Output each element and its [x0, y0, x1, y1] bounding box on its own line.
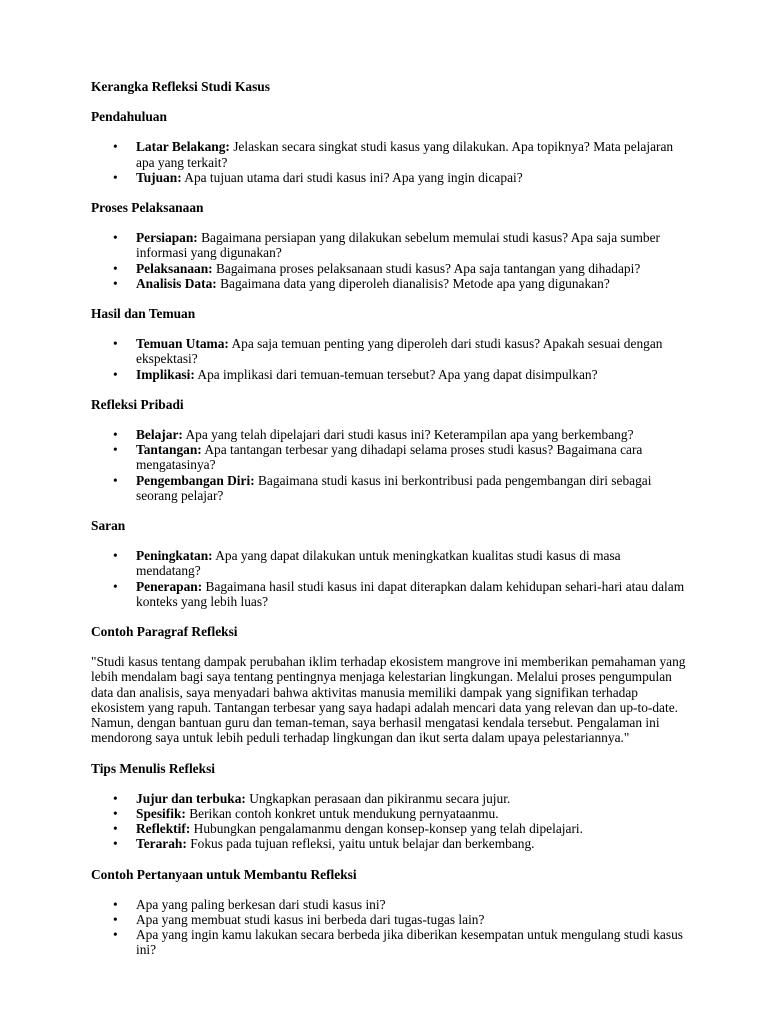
list-item — [91, 791, 687, 806]
list-pendahuluan — [91, 139, 687, 185]
list-proses — [91, 230, 687, 291]
item-text: Apa tujuan utama dari studi kasus ini? Apa yang ingin dicapai? — [181, 169, 523, 185]
section-heading-saran: Saran — [91, 518, 126, 534]
list-item — [91, 442, 687, 472]
list-tips — [91, 791, 687, 852]
item-text: Bagaimana studi kasus ini berkontribusi pada pengembangan diri sebagai seorang pelajar? — [136, 472, 652, 503]
item-term: Analisis Data: — [136, 275, 217, 291]
list-item — [91, 367, 687, 382]
item-term: Jujur dan terbuka: — [136, 790, 246, 806]
list-item — [91, 836, 687, 851]
item-text: Ungkapkan perasaan dan pikiranmu secara jujur. — [245, 790, 511, 806]
section-heading-pendahuluan: Pendahuluan — [91, 109, 167, 125]
item-term: Temuan Utama: — [136, 336, 229, 352]
list-item — [91, 473, 687, 503]
item-text: Apa implikasi dari temuan-temuan tersebut? Apa yang dapat disimpulkan? — [194, 366, 598, 382]
list-item — [91, 336, 687, 366]
section-heading-hasil: Hasil dan Temuan — [91, 306, 196, 322]
item-term: Latar Belakang: — [136, 139, 230, 155]
item-text: Berikan contoh konkret untuk mendukung pernyataanmu. — [185, 805, 499, 821]
section-heading-contoh-pertanyaan: Contoh Pertanyaan untuk Membantu Refleksi — [91, 866, 357, 882]
item-text: Apa tantangan terbesar yang dihadapi selama proses studi kasus? Bagaimana cara mengatasinya? — [136, 442, 643, 473]
item-term: Terarah: — [136, 836, 187, 852]
item-term: Pengembangan Diri: — [136, 472, 255, 488]
item-text: Bagaimana persiapan yang dilakukan sebelum memulai studi kasus? Apa saja sumber informasi yang digunakan? — [136, 230, 660, 261]
list-refleksi-pribadi — [91, 427, 687, 503]
list-item — [91, 821, 687, 836]
list-item — [91, 170, 687, 185]
item-term: Persiapan: — [136, 230, 198, 246]
section-heading-tips: Tips Menulis Refleksi — [91, 760, 216, 776]
item-text: Bagaimana hasil studi kasus ini dapat diterapkan dalam kehidupan sehari-hari atau dalam konteks yang lebih luas? — [136, 578, 685, 609]
list-hasil — [91, 336, 687, 382]
list-item — [91, 261, 687, 276]
list-saran — [91, 548, 687, 609]
item-text: Apa saja temuan penting yang diperoleh dari studi kasus? Apakah sesuai dengan ekspektasi? — [136, 336, 663, 367]
item-term: Penerapan: — [136, 578, 203, 594]
list-item — [91, 806, 687, 821]
item-term: Belajar: — [136, 427, 183, 443]
item-term: Spesifik: — [136, 805, 186, 821]
item-text: Hubungkan pengalamanmu dengan konsep-konsep yang telah dipelajari. — [190, 821, 583, 837]
item-term: Tantangan: — [136, 442, 202, 458]
section-heading-contoh-paragraf: Contoh Paragraf Refleksi — [91, 624, 238, 640]
item-text: Fokus pada tujuan refleksi, yaitu untuk belajar dan berkembang. — [186, 836, 535, 852]
item-term: Tujuan: — [136, 169, 182, 185]
item-term: Reflektif: — [136, 821, 191, 837]
document-body — [91, 79, 687, 973]
item-text: Bagaimana proses pelaksanaan studi kasus? Apa saja tantangan yang dihadapi? — [212, 260, 641, 276]
list-item: • Apa yang ingin kamu lakukan secara berbeda jika diberikan kesempatan untuk mengulang studi kasus ini? — [91, 927, 687, 957]
list-item: • Apa yang membuat studi kasus ini berbeda dari tugas-tugas lain? — [91, 912, 687, 927]
list-item — [91, 230, 687, 260]
item-text: Bagaimana data yang diperoleh dianalisis? Metode apa yang digunakan? — [216, 275, 610, 291]
list-item — [91, 548, 687, 578]
list-pertanyaan — [91, 897, 687, 958]
item-text: Jelaskan secara singkat studi kasus yang dilakukan. Apa topiknya? Mata pelajaran apa yang terkait? — [136, 139, 674, 170]
list-item: • Apa yang paling berkesan dari studi kasus ini? — [91, 897, 687, 912]
list-item — [91, 427, 687, 442]
list-item — [91, 139, 687, 169]
section-heading-refleksi-pribadi: Refleksi Pribadi — [91, 396, 184, 412]
item-term: Peningkatan: — [136, 548, 213, 564]
item-text: Apa yang dapat dilakukan untuk meningkatkan kualitas studi kasus di masa mendatang? — [136, 548, 621, 579]
item-term: Implikasi: — [136, 366, 195, 382]
section-heading-proses: Proses Pelaksanaan — [91, 200, 204, 216]
list-item — [91, 579, 687, 609]
item-term: Pelaksanaan: — [136, 260, 213, 276]
list-item — [91, 276, 687, 291]
document-title: Kerangka Refleksi Studi Kasus — [91, 79, 270, 94]
example-paragraph: "Studi kasus tentang dampak perubahan iklim terhadap ekosistem mangrove ini memberikan pemahaman yang lebih mendalam bagi saya tentang pentingnya menjaga kelestarian lingkungan. Melalui proses pengumpulan data dan analisis, saya menyadari bahwa aktivitas manusia memiliki dampak yang signifikan terhadap ekosistem yang rapuh. Tantangan terbesar yang saya hadapi adalah mencari data yang relevan dan up-to-date. Namun, dengan bantuan guru dan teman-teman, saya berhasil mengatasi kendala tersebut. Pengalaman ini mendorong saya untuk lebih peduli terhadap lingkungan dan ikut serta dalam upaya pelestariannya." — [91, 654, 686, 746]
item-text: Apa yang telah dipelajari dari studi kasus ini? Keterampilan apa yang berkembang? — [182, 427, 634, 443]
